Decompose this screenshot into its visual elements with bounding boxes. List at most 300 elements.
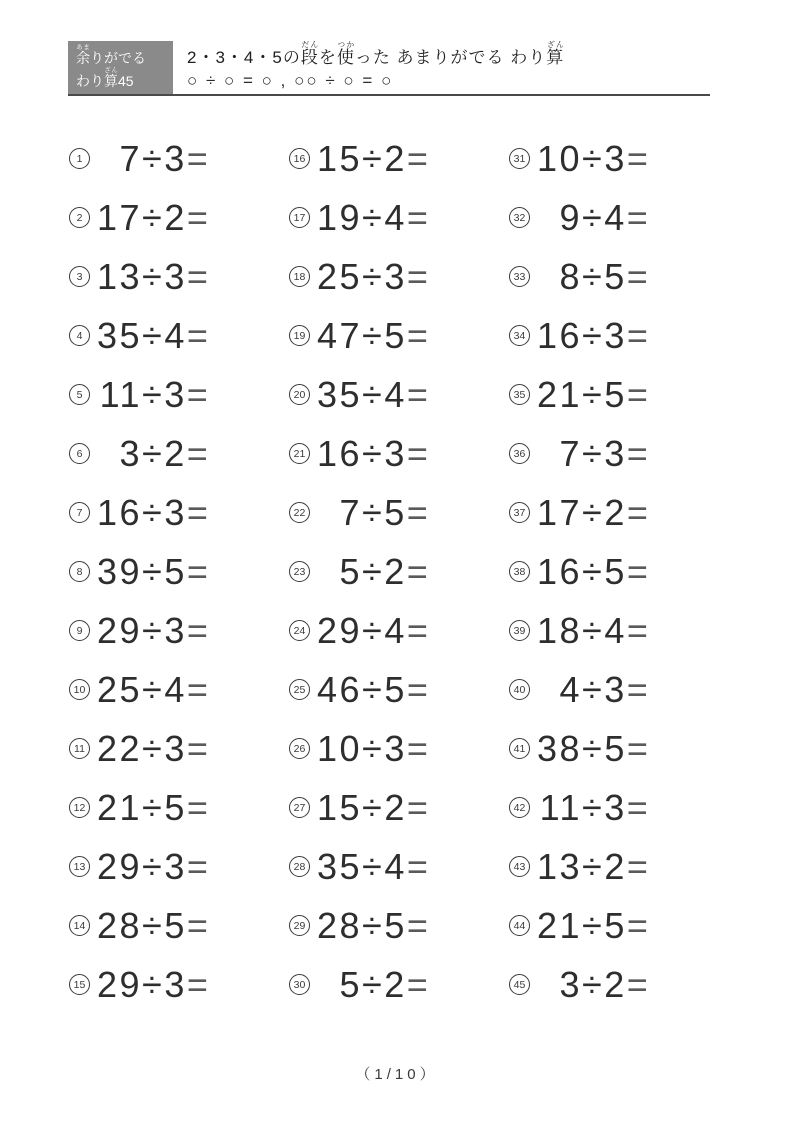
dividend: 3	[559, 963, 582, 1005]
divide-operator: ÷	[362, 373, 385, 415]
divisor: 5	[384, 314, 407, 356]
dividend: 13	[537, 845, 583, 887]
equals-sign: =	[186, 550, 211, 592]
divide-operator: ÷	[142, 845, 165, 887]
equation	[97, 787, 210, 829]
equals-sign: =	[186, 373, 211, 415]
worksheet-header	[68, 40, 710, 96]
equation	[537, 492, 650, 534]
equals-sign: =	[626, 196, 651, 238]
equation	[317, 374, 430, 416]
divide-operator: ÷	[582, 609, 605, 651]
problem-row	[66, 424, 286, 483]
equation	[317, 610, 430, 652]
equals-sign: =	[406, 845, 431, 887]
equation	[537, 669, 650, 711]
equation	[537, 787, 650, 829]
problem-row	[66, 778, 286, 837]
problem-row	[286, 778, 506, 837]
divide-operator: ÷	[142, 137, 165, 179]
dividend: 21	[537, 373, 583, 415]
divide-operator: ÷	[142, 196, 165, 238]
dividend: 8	[559, 255, 582, 297]
problem-number-badge: 44	[509, 915, 530, 936]
divide-operator: ÷	[582, 196, 605, 238]
problem-row	[506, 660, 726, 719]
equation	[317, 787, 430, 829]
divisor: 3	[604, 137, 627, 179]
divide-operator: ÷	[362, 432, 385, 474]
equals-sign: =	[406, 904, 431, 946]
problem-number-badge: 42	[509, 797, 530, 818]
equals-sign: =	[186, 255, 211, 297]
equals-sign: =	[626, 904, 651, 946]
equation	[317, 846, 430, 888]
equation	[317, 197, 430, 239]
problem-number-badge: 18	[289, 266, 310, 287]
problem-row	[66, 955, 286, 1014]
equation	[97, 728, 210, 770]
equals-sign: =	[186, 609, 211, 651]
divisor: 3	[384, 255, 407, 297]
dividend: 16	[537, 550, 583, 592]
divide-operator: ÷	[582, 668, 605, 710]
equation	[97, 669, 210, 711]
dividend: 35	[317, 845, 363, 887]
divisor: 2	[384, 137, 407, 179]
divide-operator: ÷	[142, 786, 165, 828]
problem-number-badge: 7	[69, 502, 90, 523]
problem-row	[286, 955, 506, 1014]
problem-number-badge: 21	[289, 443, 310, 464]
equation	[537, 551, 650, 593]
divide-operator: ÷	[582, 373, 605, 415]
problem-number-badge: 3	[69, 266, 90, 287]
divisor: 2	[604, 491, 627, 533]
dividend: 3	[119, 432, 142, 474]
divisor: 2	[164, 432, 187, 474]
dividend: 11	[99, 373, 142, 415]
divide-operator: ÷	[142, 491, 165, 533]
dividend: 35	[317, 373, 363, 415]
problem-number-badge: 27	[289, 797, 310, 818]
divide-operator: ÷	[362, 609, 385, 651]
dividend: 28	[97, 904, 143, 946]
problem-number-badge: 14	[69, 915, 90, 936]
problem-row	[506, 837, 726, 896]
divisor: 5	[384, 491, 407, 533]
dividend: 25	[317, 255, 363, 297]
divide-operator: ÷	[582, 314, 605, 356]
divide-operator: ÷	[362, 255, 385, 297]
dividend: 7	[119, 137, 142, 179]
dividend: 16	[317, 432, 363, 474]
divisor: 5	[604, 255, 627, 297]
equals-sign: =	[406, 668, 431, 710]
problem-row	[506, 424, 726, 483]
dividend: 47	[317, 314, 363, 356]
equals-sign: =	[406, 609, 431, 651]
problem-number-badge: 20	[289, 384, 310, 405]
worksheet-subtitle: ○ ÷ ○ = ○ , ○○ ÷ ○ = ○	[187, 70, 394, 90]
problem-number-badge: 35	[509, 384, 530, 405]
equals-sign: =	[626, 727, 651, 769]
problem-row	[66, 719, 286, 778]
equation	[537, 964, 650, 1006]
problem-row	[286, 306, 506, 365]
problem-row	[506, 247, 726, 306]
divisor: 3	[164, 373, 187, 415]
equals-sign: =	[626, 314, 651, 356]
problem-number-badge: 31	[509, 148, 530, 169]
problem-number-badge: 12	[69, 797, 90, 818]
divisor: 4	[384, 196, 407, 238]
divide-operator: ÷	[142, 609, 165, 651]
worksheet-badge	[68, 41, 173, 94]
dividend: 22	[97, 727, 143, 769]
equals-sign: =	[626, 786, 651, 828]
problem-row	[506, 188, 726, 247]
divide-operator: ÷	[142, 314, 165, 356]
divide-operator: ÷	[582, 786, 605, 828]
problem-row	[506, 778, 726, 837]
problem-row	[286, 660, 506, 719]
problem-row	[286, 719, 506, 778]
problem-number-badge: 4	[69, 325, 90, 346]
equals-sign: =	[406, 137, 431, 179]
equation	[537, 610, 650, 652]
divisor: 4	[384, 609, 407, 651]
problem-number-badge: 30	[289, 974, 310, 995]
divide-operator: ÷	[142, 904, 165, 946]
problem-number-badge: 23	[289, 561, 310, 582]
equation	[97, 197, 210, 239]
problem-row	[286, 424, 506, 483]
problem-row	[66, 660, 286, 719]
divisor: 4	[164, 314, 187, 356]
equals-sign: =	[626, 845, 651, 887]
equation	[317, 492, 430, 534]
problem-number-badge: 17	[289, 207, 310, 228]
equals-sign: =	[186, 196, 211, 238]
equation	[97, 374, 210, 416]
equation	[97, 610, 210, 652]
divide-operator: ÷	[362, 314, 385, 356]
dividend: 21	[97, 786, 143, 828]
equals-sign: =	[186, 491, 211, 533]
divide-operator: ÷	[582, 550, 605, 592]
problem-row	[66, 896, 286, 955]
equals-sign: =	[186, 845, 211, 887]
problem-row	[66, 365, 286, 424]
problem-number-badge: 13	[69, 856, 90, 877]
dividend: 15	[317, 137, 363, 179]
dividend: 35	[97, 314, 143, 356]
equals-sign: =	[186, 963, 211, 1005]
equals-sign: =	[186, 786, 211, 828]
dividend: 16	[97, 491, 143, 533]
equation	[317, 551, 430, 593]
divide-operator: ÷	[362, 196, 385, 238]
problem-row	[66, 542, 286, 601]
equation	[537, 374, 650, 416]
equals-sign: =	[626, 432, 651, 474]
divisor: 5	[604, 550, 627, 592]
divide-operator: ÷	[582, 137, 605, 179]
problem-row	[506, 896, 726, 955]
dividend: 46	[317, 668, 363, 710]
problem-number-badge: 25	[289, 679, 310, 700]
divide-operator: ÷	[582, 904, 605, 946]
divisor: 5	[604, 727, 627, 769]
problem-number-badge: 15	[69, 974, 90, 995]
divisor: 2	[384, 550, 407, 592]
problem-number-badge: 9	[69, 620, 90, 641]
dividend: 19	[317, 196, 363, 238]
divisor: 5	[604, 373, 627, 415]
problem-number-badge: 8	[69, 561, 90, 582]
badge-line-2: わり算ざん45	[76, 67, 134, 89]
equals-sign: =	[626, 550, 651, 592]
problem-row	[286, 896, 506, 955]
equals-sign: =	[186, 314, 211, 356]
divisor: 4	[604, 196, 627, 238]
dividend: 9	[559, 196, 582, 238]
dividend: 38	[537, 727, 583, 769]
divide-operator: ÷	[362, 845, 385, 887]
divisor: 5	[384, 668, 407, 710]
equation	[537, 728, 650, 770]
divisor: 2	[164, 196, 187, 238]
problem-number-badge: 28	[289, 856, 310, 877]
problem-number-badge: 19	[289, 325, 310, 346]
equals-sign: =	[626, 609, 651, 651]
problem-row	[506, 306, 726, 365]
equation	[317, 964, 430, 1006]
problem-number-badge: 2	[69, 207, 90, 228]
problem-number-badge: 38	[509, 561, 530, 582]
problem-number-badge: 45	[509, 974, 530, 995]
problem-number-badge: 11	[69, 738, 90, 759]
problem-number-badge: 40	[509, 679, 530, 700]
problem-number-badge: 33	[509, 266, 530, 287]
divisor: 3	[164, 963, 187, 1005]
equals-sign: =	[186, 668, 211, 710]
problem-row	[286, 247, 506, 306]
dividend: 5	[339, 963, 362, 1005]
divide-operator: ÷	[362, 904, 385, 946]
divide-operator: ÷	[362, 963, 385, 1005]
divisor: 4	[384, 373, 407, 415]
divisor: 3	[164, 255, 187, 297]
problem-number-badge: 32	[509, 207, 530, 228]
divide-operator: ÷	[362, 786, 385, 828]
dividend: 11	[539, 786, 582, 828]
problem-number-badge: 43	[509, 856, 530, 877]
equation	[537, 905, 650, 947]
divisor: 3	[604, 314, 627, 356]
dividend: 18	[537, 609, 583, 651]
equation	[97, 964, 210, 1006]
equals-sign: =	[406, 373, 431, 415]
divisor: 5	[164, 786, 187, 828]
divide-operator: ÷	[142, 255, 165, 297]
worksheet-title: 2・3・4・5の段だんを使つかった あまりがでる わり算ざん	[187, 40, 565, 67]
problem-row	[66, 837, 286, 896]
divisor: 3	[164, 137, 187, 179]
divisor: 3	[604, 668, 627, 710]
dividend: 15	[317, 786, 363, 828]
problem-row	[506, 542, 726, 601]
dividend: 7	[339, 491, 362, 533]
divisor: 3	[164, 491, 187, 533]
equals-sign: =	[626, 137, 651, 179]
dividend: 25	[97, 668, 143, 710]
equation	[97, 433, 210, 475]
problem-row	[286, 365, 506, 424]
problem-row	[506, 365, 726, 424]
problem-number-badge: 29	[289, 915, 310, 936]
dividend: 21	[537, 904, 583, 946]
dividend: 29	[317, 609, 363, 651]
divisor: 3	[604, 786, 627, 828]
dividend: 17	[97, 196, 143, 238]
equals-sign: =	[406, 963, 431, 1005]
dividend: 13	[97, 255, 143, 297]
problem-number-badge: 6	[69, 443, 90, 464]
problem-number-badge: 41	[509, 738, 530, 759]
problem-number-badge: 5	[69, 384, 90, 405]
divide-operator: ÷	[582, 727, 605, 769]
dividend: 5	[339, 550, 362, 592]
equation	[317, 728, 430, 770]
divide-operator: ÷	[582, 491, 605, 533]
problem-row	[286, 837, 506, 896]
equation	[97, 905, 210, 947]
equals-sign: =	[626, 255, 651, 297]
equals-sign: =	[626, 963, 651, 1005]
equals-sign: =	[626, 373, 651, 415]
divide-operator: ÷	[142, 373, 165, 415]
equation	[317, 433, 430, 475]
divide-operator: ÷	[142, 550, 165, 592]
divisor: 2	[604, 845, 627, 887]
problem-row	[286, 601, 506, 660]
problem-row	[286, 129, 506, 188]
equals-sign: =	[406, 314, 431, 356]
divide-operator: ÷	[582, 432, 605, 474]
equals-sign: =	[626, 491, 651, 533]
divisor: 3	[164, 845, 187, 887]
problem-number-badge: 26	[289, 738, 310, 759]
equation	[537, 315, 650, 357]
dividend: 7	[559, 432, 582, 474]
divisor: 3	[164, 727, 187, 769]
equals-sign: =	[186, 432, 211, 474]
equation	[317, 905, 430, 947]
equals-sign: =	[406, 491, 431, 533]
equation	[97, 256, 210, 298]
equation	[97, 138, 210, 180]
divisor: 4	[384, 845, 407, 887]
dividend: 29	[97, 845, 143, 887]
problem-row	[66, 306, 286, 365]
problem-row	[66, 601, 286, 660]
divisor: 2	[384, 786, 407, 828]
equation	[317, 256, 430, 298]
dividend: 16	[537, 314, 583, 356]
divide-operator: ÷	[582, 845, 605, 887]
divide-operator: ÷	[142, 668, 165, 710]
divide-operator: ÷	[582, 255, 605, 297]
problem-row	[506, 601, 726, 660]
divisor: 3	[384, 432, 407, 474]
problem-row	[66, 188, 286, 247]
problem-row	[286, 483, 506, 542]
divide-operator: ÷	[362, 137, 385, 179]
problem-row	[506, 483, 726, 542]
dividend: 10	[537, 137, 583, 179]
equals-sign: =	[186, 727, 211, 769]
equals-sign: =	[406, 786, 431, 828]
dividend: 17	[537, 491, 583, 533]
divisor: 4	[164, 668, 187, 710]
equals-sign: =	[406, 727, 431, 769]
divisor: 5	[384, 904, 407, 946]
problems-grid	[66, 129, 726, 1014]
divisor: 2	[604, 963, 627, 1005]
problem-number-badge: 22	[289, 502, 310, 523]
divide-operator: ÷	[362, 550, 385, 592]
equation	[537, 138, 650, 180]
divide-operator: ÷	[142, 963, 165, 1005]
equation	[537, 197, 650, 239]
equals-sign: =	[406, 432, 431, 474]
equation	[537, 846, 650, 888]
problem-number-badge: 16	[289, 148, 310, 169]
divisor: 2	[384, 963, 407, 1005]
problem-number-badge: 34	[509, 325, 530, 346]
equation	[317, 315, 430, 357]
divide-operator: ÷	[362, 491, 385, 533]
problem-row	[506, 955, 726, 1014]
problem-number-badge: 10	[69, 679, 90, 700]
badge-line-1: 余あまりがでる	[76, 44, 146, 67]
equals-sign: =	[406, 255, 431, 297]
problem-row	[286, 188, 506, 247]
dividend: 29	[97, 963, 143, 1005]
problem-row	[286, 542, 506, 601]
equation	[537, 433, 650, 475]
equation	[317, 138, 430, 180]
divide-operator: ÷	[142, 432, 165, 474]
equals-sign: =	[626, 668, 651, 710]
equation	[97, 551, 210, 593]
problem-number-badge: 39	[509, 620, 530, 641]
divide-operator: ÷	[142, 727, 165, 769]
problem-number-badge: 37	[509, 502, 530, 523]
problem-row	[506, 719, 726, 778]
dividend: 39	[97, 550, 143, 592]
equation	[97, 492, 210, 534]
problem-number-badge: 1	[69, 148, 90, 169]
divisor: 3	[384, 727, 407, 769]
equals-sign: =	[186, 904, 211, 946]
dividend: 29	[97, 609, 143, 651]
divisor: 5	[604, 904, 627, 946]
equation	[317, 669, 430, 711]
problem-row	[66, 483, 286, 542]
